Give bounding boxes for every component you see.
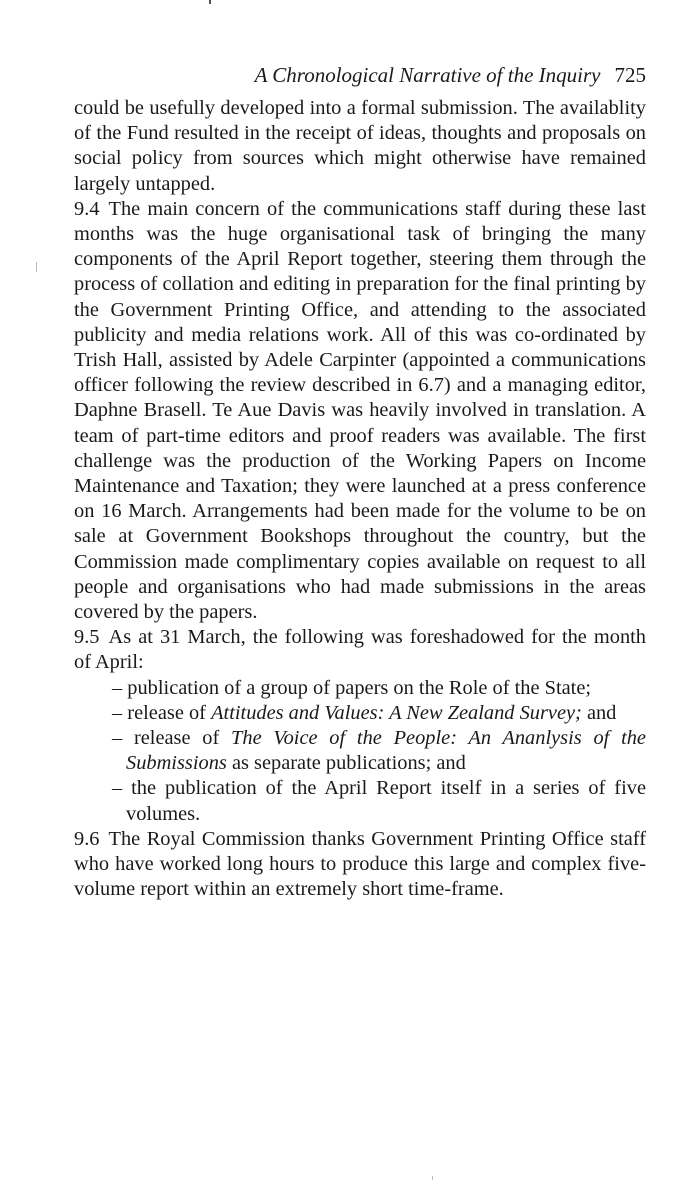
scan-speck-top bbox=[209, 0, 211, 4]
paragraph-text: The Royal Commission thanks Government Printing Office staff who have worked long hours to produce this large and complex five-volume report within an extremely short time-frame. bbox=[74, 827, 646, 901]
paragraph-text: As at 31 March, the following was foreshadowed for the month of April: bbox=[74, 626, 646, 674]
paragraph-text: The main concern of the communications staff during these last months was the huge organisational task of bringing the many components of the April Report together, steering them through the process of collation and editing in preparation for the final printing by the Government Printing Office, and attending to the associated publicity and media relations work. All of this was co-ordinated by Trish Hall, assisted by Adele Carpinter (appointed a communications officer following the review described in 6.7) and a managing editor, Daphne Brasell. Te Aue Davis was heavily involved in translation. A team of part-time editors and proof readers was available. The first challenge was the production of the Working Papers on Income Maintenance and Taxation; they were launched at a press conference on 16 March. Arrangements had been made for the volume to be on sale at Government Bookshops throughout the country, but the Commission made complimentary copies available on request to all people and organisations who had made submissions in the areas covered by the papers. bbox=[74, 197, 646, 624]
publication-title: Attitudes and Values: A New Zealand Survey; bbox=[211, 701, 582, 724]
list-item: – release of The Voice of the People: An Ananlysis of the Submissions as separate publications; and bbox=[112, 727, 646, 775]
paragraph-9-5 bbox=[74, 625, 646, 675]
scan-speck-bottom bbox=[432, 1176, 433, 1180]
foreshadowed-list bbox=[74, 676, 646, 827]
list-item: – release of Attitudes and Values: A New Zealand Survey; and bbox=[112, 701, 617, 724]
publication-title: The Voice of the People: An Ananlysis of the Submissions bbox=[126, 727, 646, 775]
scan-speck-margin bbox=[36, 262, 37, 272]
running-header bbox=[74, 60, 646, 90]
book-page bbox=[74, 60, 646, 903]
page-number: 725 bbox=[614, 63, 646, 87]
paragraph-9-4 bbox=[74, 197, 646, 625]
continuation-paragraph: could be usefully developed into a formal submission. The availablity of the Fund resulted in the receipt of ideas, thoughts and proposals on social policy from sources which might otherwise have remained largely untapped. bbox=[74, 97, 646, 195]
paragraph-number: 9.4 bbox=[74, 197, 100, 220]
paragraph-9-6 bbox=[74, 827, 646, 903]
list-item: – publication of a group of papers on the Role of the State; bbox=[112, 676, 592, 699]
running-title: A Chronological Narrative of the Inquiry bbox=[254, 63, 601, 87]
paragraph-number: 9.6 bbox=[74, 827, 100, 850]
list-item: – the publication of the April Report itself in a series of five volumes. bbox=[112, 777, 646, 825]
paragraph-number: 9.5 bbox=[74, 626, 100, 649]
